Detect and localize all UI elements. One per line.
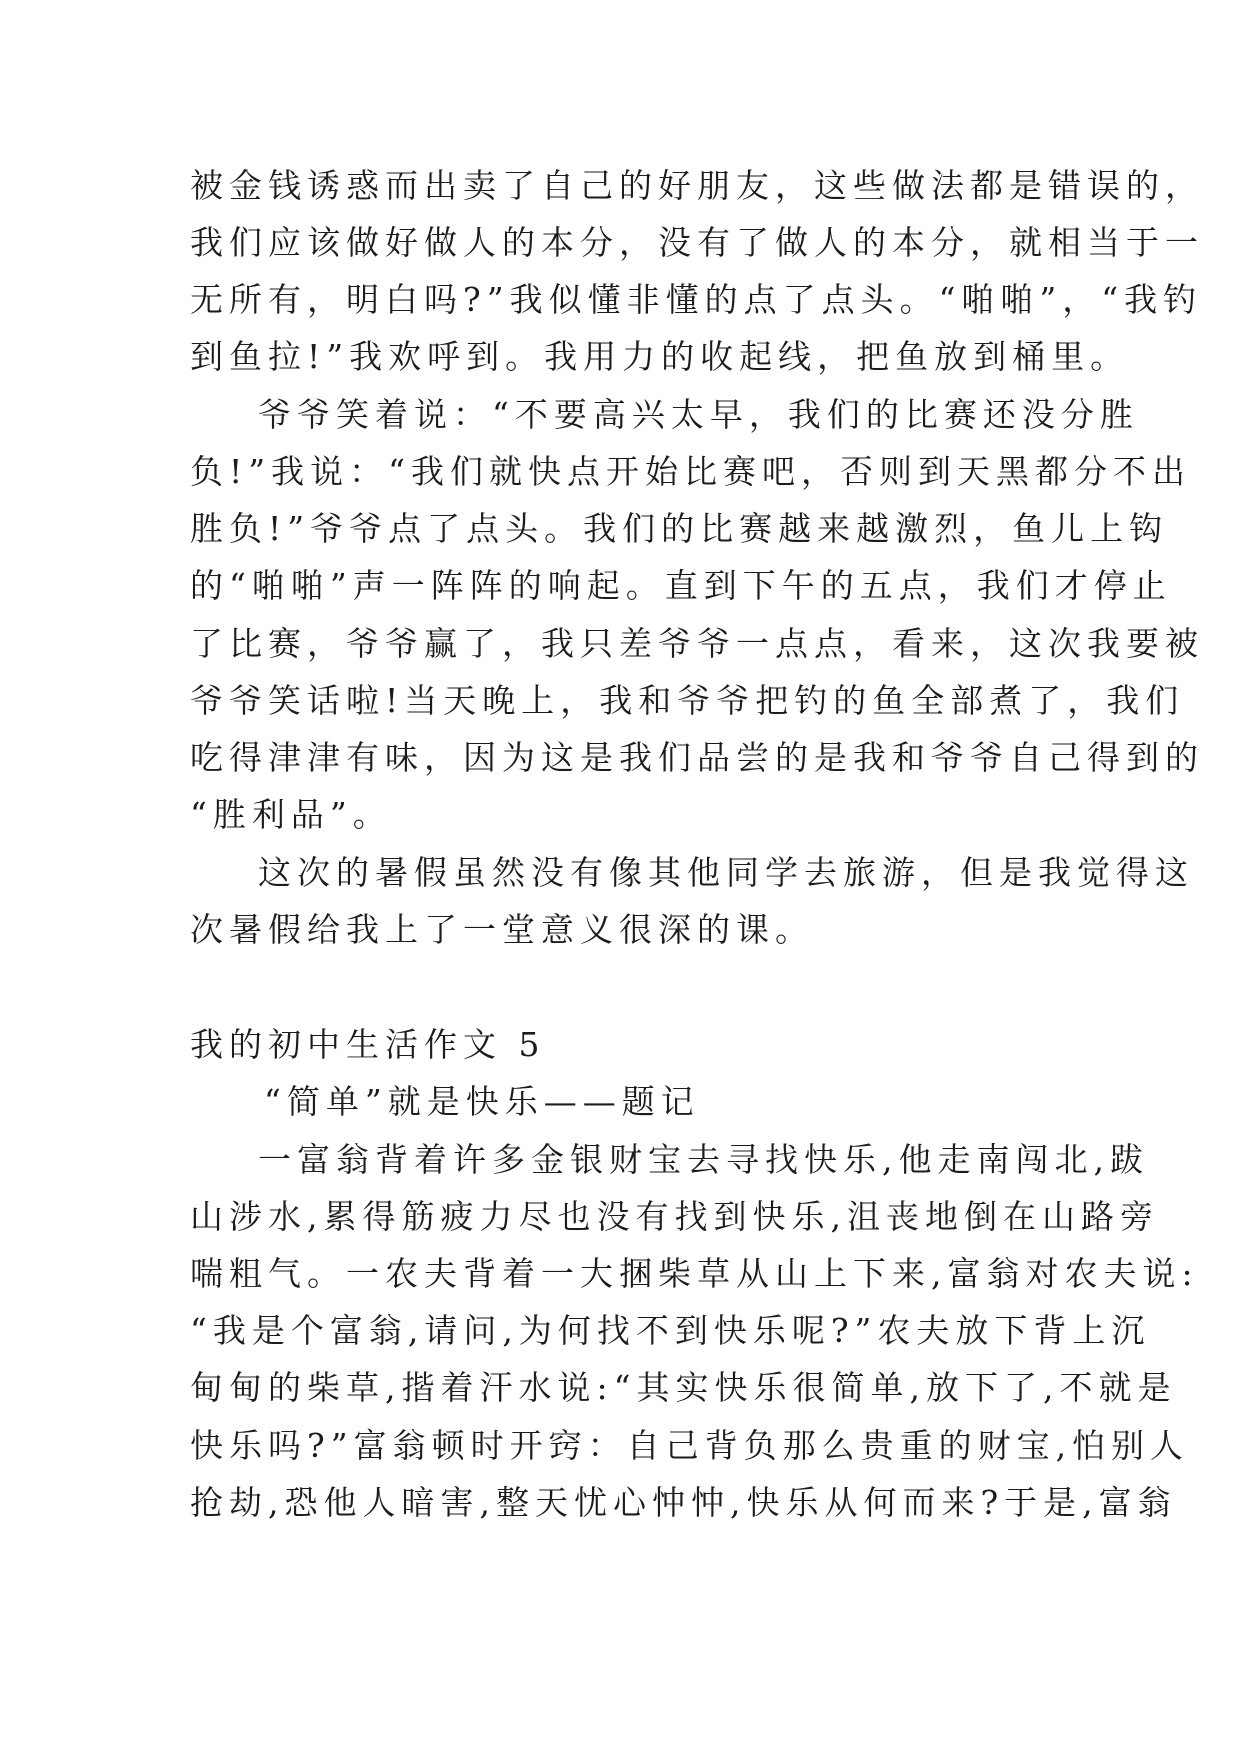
- text-line: 甸甸的柴草,揩着汗水说:“其实快乐很简单,放下了,不就是: [190, 1368, 1177, 1407]
- text-line: “胜利品”。: [190, 795, 392, 834]
- text-line: 胜负!”爷爷点了点头。我们的比赛越来越激烈，鱼儿上钩: [190, 509, 1169, 548]
- text-line: 山涉水,累得筋疲力尽也没有找到快乐,沮丧地倒在山路旁: [190, 1197, 1159, 1236]
- text-line: 抢劫,恐他人暗害,整天忧心忡忡,快乐从何而来?于是,富翁: [190, 1483, 1177, 1522]
- text-line: 的“啪啪”声一阵阵的响起。直到下午的五点，我们才停止: [190, 566, 1172, 605]
- text-line: 爷爷笑话啦!当天晚上，我和爷爷把钓的鱼全部煮了，我们: [190, 681, 1185, 720]
- text-line: 喘粗气。一农夫背着一大捆柴草从山上下来,富翁对农夫说:: [190, 1254, 1199, 1293]
- text-line: 被金钱诱惑而出卖了自己的好朋友，这些做法都是错误的，: [190, 166, 1204, 205]
- text-line: 吃得津津有味，因为这是我们品尝的是我和爷爷自己得到的: [190, 738, 1204, 777]
- text-line: “我是个富翁,请问,为何找不到快乐呢?”农夫放下背上沉: [190, 1311, 1151, 1350]
- paragraph-start-line: 一富翁背着许多金银财宝去寻找快乐,他走南闯北,跋: [258, 1140, 1149, 1179]
- text-line: 负!”我说：“我们就快点开始比赛吧，否则到天黑都分不出: [190, 452, 1192, 491]
- text-line: 快乐吗?”富翁顿时开窍：自己背负那么贵重的财宝,怕别人: [190, 1426, 1190, 1465]
- text-line: 了比赛，爷爷赢了，我只差爷爷一点点，看来，这次我要被: [190, 624, 1204, 663]
- epigraph-line: “简单”就是快乐——题记: [264, 1082, 700, 1121]
- paragraph-start-line: 这次的暑假虽然没有像其他同学去旅游，但是我觉得这: [258, 853, 1194, 892]
- paragraph-start-line: 爷爷笑着说：“不要高兴太早，我们的比赛还没分胜: [258, 395, 1139, 434]
- text-line: 次暑假给我上了一堂意义很深的课。: [190, 910, 814, 949]
- section-heading: 我的初中生活作文 5: [190, 1025, 546, 1064]
- text-line: 我们应该做好做人的本分，没有了做人的本分，就相当于一: [190, 223, 1204, 262]
- text-line: 到鱼拉!”我欢呼到。我用力的收起线，把鱼放到桶里。: [190, 337, 1130, 376]
- text-line: 无所有，明白吗?”我似懂非懂的点了点头。“啪啪”，“我钓: [190, 280, 1203, 319]
